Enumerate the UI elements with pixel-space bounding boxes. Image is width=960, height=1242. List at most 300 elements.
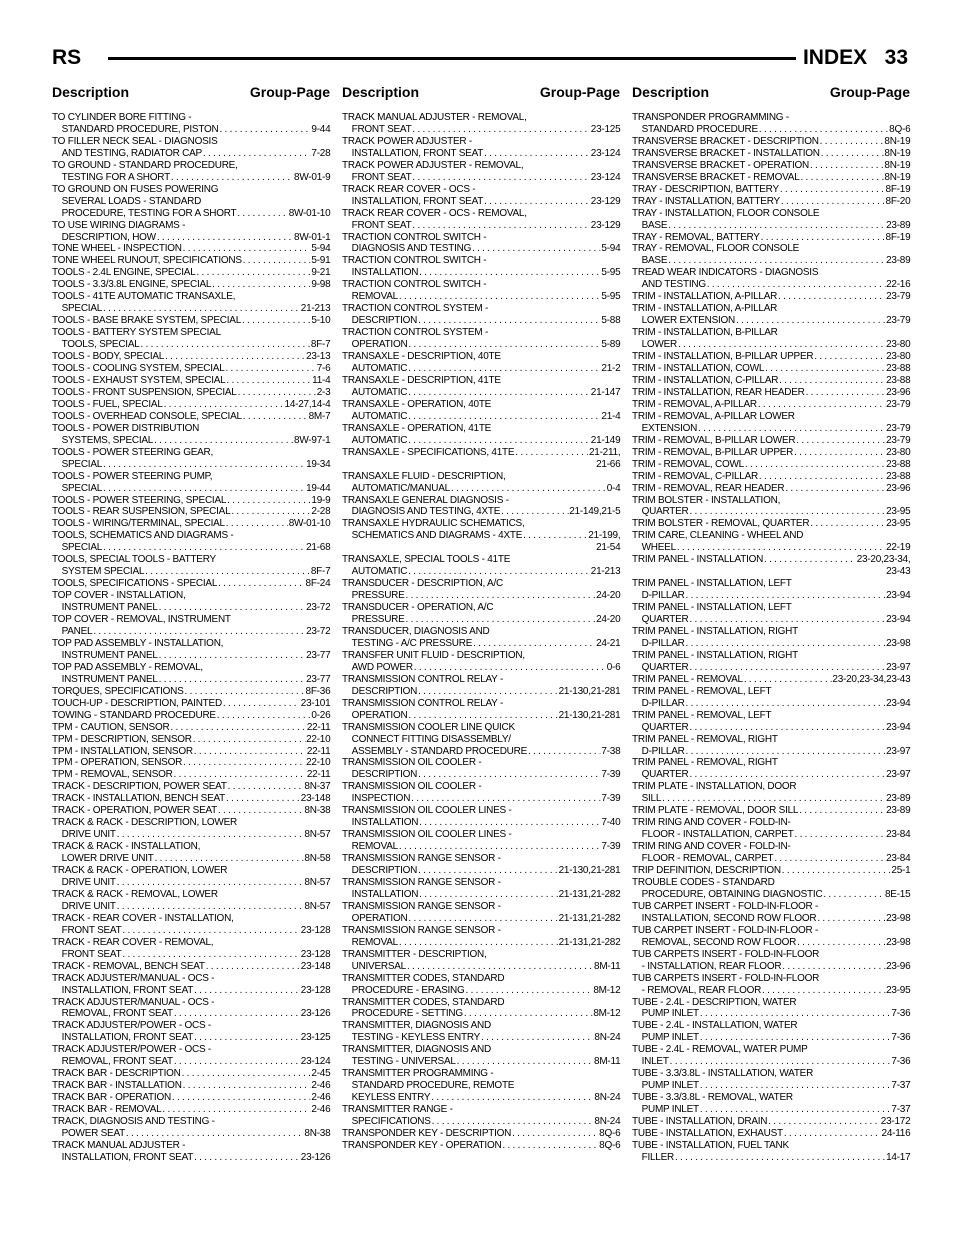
- index-entry: [632, 172, 910, 184]
- index-entry: [52, 662, 330, 686]
- dot-leader: [122, 925, 299, 937]
- entry-text-line: TROUBLE CODES - STANDARD: [632, 877, 775, 888]
- index-entry: [632, 160, 910, 172]
- index-entry: [632, 949, 910, 973]
- index-entry: [342, 781, 620, 805]
- index-entry: [52, 1140, 330, 1164]
- dot-leader: [159, 602, 305, 614]
- header-rule: [108, 57, 796, 60]
- page-reference: 8N-58: [304, 853, 331, 865]
- entry-term: KEYLESS ENTRY: [351, 1092, 431, 1104]
- entry-text-line: TUB CARPETS INSERT - FOLD-IN-FLOOR: [632, 948, 820, 960]
- entry-term: INSTRUMENT PANEL: [61, 602, 158, 614]
- page-reference: 23-77: [306, 649, 331, 661]
- page-reference: 24-20: [596, 614, 621, 626]
- entry-final-line: [632, 279, 910, 291]
- page-reference: 8E-15: [884, 888, 911, 900]
- entry-term: FRONT SEAT: [61, 948, 122, 960]
- entry-final-line: [52, 1092, 330, 1104]
- page-reference: 21-213: [590, 566, 621, 578]
- entry-final-line: [342, 1128, 620, 1140]
- entry-text-line: TRACK & RACK - DESCRIPTION, LOWER: [52, 817, 237, 829]
- entry-final-line: [632, 196, 910, 208]
- entry-final-line: [342, 124, 620, 136]
- index-entry: [52, 913, 330, 937]
- entry-term: TOOLS - EXHAUST SYSTEM, SPECIAL: [52, 374, 226, 386]
- entry-final-line: [632, 232, 910, 244]
- page-reference: 0-26: [311, 709, 331, 721]
- entry-text-line: TRANSFER UNIT FLUID - DESCRIPTION,: [342, 649, 525, 661]
- entry-term: BASE: [641, 255, 668, 267]
- index-entry: [52, 471, 330, 495]
- dot-leader: [764, 554, 856, 566]
- entry-text-line: TRIM BOLSTER - INSTALLATION,: [632, 494, 781, 506]
- index-entry: [342, 1020, 620, 1044]
- index-entry: [342, 351, 620, 375]
- dot-leader: [172, 1092, 311, 1104]
- entry-text-line: TRIM - INSTALLATION, A-PILLAR: [632, 303, 778, 315]
- entry-final-line: [342, 937, 620, 949]
- dot-leader: [782, 865, 891, 877]
- dot-leader: [686, 638, 886, 650]
- entry-term: UNIVERSAL: [351, 960, 406, 972]
- index-entry: [52, 315, 330, 327]
- page-reference: 7-36: [891, 1056, 911, 1068]
- entry-term: TOWING - STANDARD PROCEDURE: [52, 709, 216, 721]
- entry-term: TPM - DESCRIPTION, SENSOR: [52, 733, 192, 745]
- entry-term: TRIM - INSTALLATION, A-PILLAR: [632, 291, 778, 303]
- index-column: [52, 84, 330, 1164]
- entry-term: SPECIFICATIONS: [351, 1116, 431, 1128]
- dot-leader: [782, 961, 885, 973]
- entry-text-line: TOOLS - BATTERY SYSTEM SPECIAL: [52, 327, 221, 339]
- index-entry: [52, 495, 330, 507]
- entry-final-line: [342, 1032, 620, 1044]
- entry-term: TRIP DEFINITION, DESCRIPTION: [632, 865, 781, 877]
- entry-text-line: TRACK ADJUSTER/POWER - OCS -: [52, 1020, 211, 1032]
- dot-leader: [408, 710, 557, 722]
- page-reference: 8N-19: [884, 135, 911, 147]
- entry-final-line: [52, 650, 330, 662]
- entry-term: PUMP INLET: [641, 1008, 699, 1020]
- entry-text-line: TOOLS - POWER STEERING GEAR,: [52, 446, 214, 458]
- entry-term: TRANSVERSE BRACKET - REMOVAL: [632, 171, 800, 183]
- page-reference: 23-94: [886, 614, 911, 626]
- header-section: [803, 46, 908, 70]
- dot-leader: [218, 805, 303, 817]
- dot-leader: [183, 1080, 311, 1092]
- page-reference: 25-1: [891, 865, 911, 877]
- entry-final-line: [632, 722, 910, 734]
- index-entry: [342, 375, 620, 399]
- dot-leader: [164, 399, 284, 411]
- page-reference: 8W-01-10: [288, 518, 331, 530]
- page-reference: 7-39: [601, 793, 621, 805]
- index-column: [632, 84, 910, 1164]
- dot-leader: [418, 686, 558, 698]
- page-reference: 23-128: [300, 924, 331, 936]
- entry-text-line: TUB CARPET INSERT - FOLD-IN-FLOOR -: [632, 924, 819, 936]
- dot-leader: [523, 530, 587, 542]
- dot-leader: [412, 172, 589, 184]
- entry-final-line: [632, 387, 910, 399]
- entry-term: AWD POWER: [351, 661, 413, 673]
- index-entry: [632, 471, 910, 483]
- page-reference: 5-94: [601, 243, 621, 255]
- entry-term: TRIM - REMOVAL, B-PILLAR LOWER: [632, 434, 796, 446]
- page-reference: 14-17: [886, 1151, 911, 1163]
- entry-final-line: [342, 793, 620, 805]
- entry-term: TRACK BAR - INSTALLATION: [52, 1080, 182, 1092]
- index-entry: [52, 638, 330, 662]
- dot-leader: [686, 698, 886, 710]
- entry-text-line: TRANSMISSION RANGE SENSOR -: [342, 900, 501, 912]
- page-reference: 23-125: [590, 123, 621, 135]
- dot-leader: [157, 232, 293, 244]
- entry-final-line: [632, 937, 910, 949]
- entry-final-line: [52, 208, 330, 220]
- entry-text-line: TRIM PANEL - REMOVAL, LEFT: [632, 709, 772, 721]
- entry-term: - INSTALLATION, REAR FLOOR: [641, 960, 782, 972]
- entry-final-line: [342, 267, 620, 279]
- dot-leader: [823, 889, 884, 901]
- entry-final-line: [52, 232, 330, 244]
- page-reference: 24-116: [881, 1128, 911, 1140]
- page-reference: 8F-7: [310, 339, 331, 351]
- entry-final-line: [52, 566, 330, 578]
- dot-leader: [219, 124, 310, 136]
- entry-final-line: [342, 243, 620, 255]
- dot-leader: [784, 1128, 881, 1140]
- entry-text-line: TUBE - 3.3/3.8L - REMOVAL, WATER: [632, 1092, 793, 1104]
- dot-leader: [226, 518, 288, 530]
- entry-text-line: TRACK - REAR COVER - REMOVAL,: [52, 936, 214, 948]
- dot-leader: [122, 949, 299, 961]
- entry-final-line: [52, 985, 330, 997]
- page-reference: 19-34: [306, 458, 331, 470]
- entry-text-line: TRIM PANEL - REMOVAL, LEFT: [632, 685, 772, 697]
- column-header-description: Description: [52, 84, 130, 100]
- page-reference: 23-79: [886, 315, 911, 327]
- entry-final-line: [342, 339, 620, 351]
- page-reference: 23-172: [880, 1116, 911, 1128]
- page-reference: 23-80: [886, 339, 911, 351]
- index-entry: [342, 853, 620, 877]
- entry-text-line: TRACK REAR COVER - OCS - REMOVAL,: [342, 207, 527, 219]
- entry-term: AUTOMATIC: [351, 434, 408, 446]
- page-reference: 19-9: [311, 494, 331, 506]
- page-reference: 23-72: [306, 602, 331, 614]
- entry-final-line: [342, 614, 620, 626]
- index-entry: [52, 1044, 330, 1068]
- manual-code: RS: [52, 46, 82, 69]
- index-entry: [342, 518, 620, 554]
- index-entry: [52, 710, 330, 722]
- dot-leader: [432, 1116, 594, 1128]
- entry-text-line: TRACTION CONTROL SWITCH -: [342, 231, 487, 243]
- entry-final-line: [52, 375, 330, 387]
- dot-leader: [103, 459, 305, 471]
- index-entry: [52, 399, 330, 411]
- index-entry: [52, 1116, 330, 1140]
- dot-leader: [183, 243, 311, 255]
- dot-leader: [700, 1104, 891, 1116]
- page-reference: 8M-11: [594, 1056, 621, 1068]
- page-reference: 23-20,23-34,: [856, 554, 911, 566]
- entry-term: TRIM PANEL - REMOVAL: [632, 673, 743, 685]
- page-reference: 23-88: [886, 470, 911, 482]
- entry-text-line: TRANSAXLE - DESCRIPTION, 40TE: [342, 351, 501, 363]
- entry-final-line: [342, 865, 620, 877]
- entry-final-line: [632, 985, 910, 997]
- column-header-description: Description: [632, 84, 710, 100]
- entry-term: INSTALLATION: [351, 267, 419, 279]
- index-entry: [342, 255, 620, 279]
- index-entry: [632, 674, 910, 686]
- dot-leader: [464, 1008, 593, 1020]
- entry-term: TOOLS - OVERHEAD CONSOLE, SPECIAL: [52, 410, 242, 422]
- entry-final-line: [632, 423, 910, 435]
- page-reference: 23-77: [306, 673, 331, 685]
- dot-leader: [686, 746, 886, 758]
- page-reference: 22-16: [886, 279, 911, 291]
- entry-final-line: [52, 243, 330, 255]
- dot-leader: [406, 590, 596, 602]
- page-reference: 8Q-6: [889, 123, 911, 135]
- entry-final-line: [342, 506, 620, 518]
- page-reference: 5-10: [311, 315, 331, 327]
- entry-text-line: TRACK & RACK - REMOVAL, LOWER: [52, 888, 218, 900]
- entry-final-line: [342, 841, 620, 853]
- entry-final-line: [342, 686, 620, 698]
- entry-text-line: TRANSAXLE GENERAL DIAGNOSIS -: [342, 494, 509, 506]
- page-reference: 2-45: [311, 1068, 331, 1080]
- entry-text-line: TRANSAXLE - OPERATION, 41TE: [342, 422, 492, 434]
- entry-term: DRIVE UNIT: [61, 877, 116, 888]
- dot-leader: [155, 853, 304, 865]
- entry-term: TRAY - REMOVAL, BATTERY: [632, 231, 760, 243]
- entry-text-line: TRACTION CONTROL SYSTEM -: [342, 327, 489, 339]
- dot-leader: [225, 363, 315, 375]
- entry-text-line: TRACK ADJUSTER/MANUAL - OCS -: [52, 972, 215, 984]
- index-entry: [342, 399, 620, 423]
- entry-text-line: TRIM RING AND COVER - FOLD-IN-: [632, 817, 791, 829]
- page-reference: 22-10: [306, 757, 331, 769]
- entry-term: TOOLS - FUEL, SPECIAL: [52, 398, 163, 410]
- dot-leader: [472, 243, 600, 255]
- page-reference: 23-72: [306, 625, 331, 637]
- dot-leader: [795, 829, 886, 841]
- entry-term: TOOLS, SPECIAL: [61, 339, 140, 351]
- page-reference: 21-199,: [588, 530, 621, 542]
- column-header: [52, 84, 330, 112]
- dot-leader: [689, 769, 885, 781]
- page-reference: 9-21: [311, 267, 331, 279]
- index-entry: [632, 1140, 910, 1164]
- dot-leader: [185, 686, 305, 698]
- dot-leader: [512, 1128, 598, 1140]
- index-entry: [52, 722, 330, 734]
- entry-text-line: TRIM - INSTALLATION, B-PILLAR: [632, 327, 778, 339]
- entry-text-line: TRANSDUCER - OPERATION, A/C: [342, 602, 494, 614]
- entry-term: INSTALLATION, FRONT SEAT: [61, 1032, 194, 1044]
- entry-final-line: [52, 1008, 330, 1020]
- index-entry: [632, 411, 910, 435]
- page-reference: 8W-01-1: [294, 231, 331, 243]
- dot-leader: [418, 769, 600, 781]
- entry-term: STANDARD PROCEDURE, PISTON: [61, 123, 219, 135]
- entry-term: DIAGNOSIS AND TESTING, 4XTE: [351, 506, 501, 518]
- page-reference: 8F-36: [305, 685, 331, 697]
- page-reference: 23-89: [886, 255, 911, 267]
- entry-final-line: [632, 136, 910, 148]
- index-entry: [52, 506, 330, 518]
- dot-leader: [174, 769, 306, 781]
- index-entry: [52, 961, 330, 973]
- index-entry: [52, 698, 330, 710]
- page-reference: 8M-11: [594, 960, 621, 972]
- dot-leader: [501, 506, 568, 518]
- entry-term: TRIM - REMOVAL, A-PILLAR: [632, 398, 757, 410]
- entry-term: - REMOVAL, REAR FLOOR: [641, 984, 762, 996]
- entry-text-line: TRIM PANEL - REMOVAL, RIGHT: [632, 733, 778, 745]
- entry-final-line: [342, 363, 620, 375]
- index-entry: [342, 1044, 620, 1068]
- entry-final-line: [632, 315, 910, 327]
- entry-final-line: [632, 698, 910, 710]
- entry-term: TRACK BAR - DESCRIPTION: [52, 1068, 181, 1080]
- entry-text-line: TRACTION CONTROL SYSTEM -: [342, 303, 489, 315]
- dot-leader: [759, 471, 885, 483]
- dot-leader: [419, 889, 557, 901]
- entry-final-line: [342, 746, 620, 758]
- dot-leader: [431, 1092, 593, 1104]
- dot-leader: [231, 506, 310, 518]
- entry-text-line: TRANSDUCER - DESCRIPTION, A/C: [342, 578, 503, 590]
- entry-final-line: [342, 435, 620, 447]
- entry-final-line: [52, 781, 330, 793]
- entry-final-line: [632, 1128, 910, 1140]
- index-entry: [632, 196, 910, 208]
- column-header-group-page: Group-Page: [829, 84, 910, 100]
- dot-leader: [765, 363, 885, 375]
- entry-final-line: [52, 279, 330, 291]
- index-entry: [632, 136, 910, 148]
- index-entry: [52, 375, 330, 387]
- dot-leader: [193, 734, 305, 746]
- page-reference: 19-44: [306, 482, 331, 494]
- index-entry: [632, 399, 910, 411]
- page-header: [52, 46, 908, 76]
- entry-text-line: TRIM - REMOVAL, A-PILLAR LOWER: [632, 410, 795, 422]
- page-reference: 23-101: [300, 697, 331, 709]
- entry-term: TUBE - INSTALLATION, DRAIN: [632, 1116, 768, 1128]
- index-entry: [632, 112, 910, 136]
- index-entry: [342, 447, 620, 471]
- page-reference: 21-149,21-5: [569, 506, 621, 518]
- entry-text-line: TOP PAD ASSEMBLY - REMOVAL,: [52, 661, 203, 673]
- entry-term: OPERATION: [351, 709, 408, 721]
- entry-text-line: TOP PAD ASSEMBLY - INSTALLATION,: [52, 637, 224, 649]
- page-reference: 21-68: [306, 542, 331, 554]
- dot-leader: [662, 793, 885, 805]
- entry-term: EXTENSION: [641, 422, 698, 434]
- dot-leader: [700, 1008, 891, 1020]
- page-reference: 23-126: [300, 1151, 331, 1163]
- entry-final-line: [52, 1104, 330, 1116]
- entry-term: TRANSVERSE BRACKET - OPERATION: [632, 159, 810, 171]
- index-entry: [52, 817, 330, 841]
- index-entry: [342, 1128, 620, 1140]
- entry-final-line: [342, 220, 620, 232]
- index-entry: [52, 889, 330, 913]
- dot-leader: [700, 1032, 891, 1044]
- dot-leader: [515, 447, 588, 459]
- dot-leader: [451, 483, 606, 495]
- entry-text-line: TRIM PANEL - INSTALLATION, LEFT: [632, 578, 792, 590]
- entry-text-line: TRACK ADJUSTER/POWER - OCS -: [52, 1044, 211, 1056]
- entry-term: FRONT SEAT: [351, 171, 412, 183]
- dot-leader: [814, 351, 885, 363]
- entry-text-line: TUBE - 2.4L - INSTALLATION, WATER: [632, 1020, 798, 1032]
- dot-leader: [414, 662, 606, 674]
- dot-leader: [165, 351, 305, 363]
- entry-final-line: [52, 351, 330, 363]
- entry-term: D-PILLAR: [641, 697, 685, 709]
- index-entry: [52, 160, 330, 184]
- entry-term: D-PILLAR: [641, 637, 685, 649]
- entry-final-line: [632, 375, 910, 387]
- entry-term: REMOVAL: [351, 841, 398, 853]
- dot-leader: [419, 267, 600, 279]
- entry-term: REMOVAL: [351, 936, 398, 948]
- entry-term: SYSTEMS, SPECIAL: [61, 434, 154, 446]
- index-entry: [52, 351, 330, 363]
- page-reference: 14-27,14-4: [284, 398, 331, 410]
- page-reference: 5-95: [601, 291, 621, 303]
- page-reference: 23-129: [590, 195, 621, 207]
- entry-term: PROCEDURE, TESTING FOR A SHORT: [61, 207, 237, 219]
- index-entry: [52, 793, 330, 805]
- page-reference: 23-20,23-34,23-43: [832, 673, 911, 685]
- entry-final-line: [52, 853, 330, 865]
- index-entry: [342, 1068, 620, 1104]
- dot-leader: [821, 148, 884, 160]
- page-reference: 8N-24: [594, 1032, 621, 1044]
- entry-text-line: TRANSMITTER, DIAGNOSIS AND: [342, 1044, 491, 1056]
- page-reference: 23-79: [886, 434, 911, 446]
- entry-text-line: TRANSMISSION OIL COOLER LINES -: [342, 805, 512, 817]
- entry-term: TONE WHEEL - INSPECTION: [52, 243, 182, 255]
- index-entry: [342, 674, 620, 698]
- entry-term: SPECIAL: [61, 458, 103, 470]
- entry-final-line: [52, 124, 330, 136]
- index-entry: [52, 937, 330, 961]
- entry-final-line: [52, 435, 330, 447]
- entry-final-line: [632, 459, 910, 471]
- page-reference-continued: 21-66: [596, 458, 621, 470]
- dot-leader: [528, 746, 600, 758]
- index-entry: [632, 267, 910, 291]
- index-entry: [342, 554, 620, 578]
- entry-term: TOOLS, SPECIFICATIONS - SPECIAL: [52, 578, 218, 590]
- entry-final-line: [52, 542, 330, 554]
- entry-final-line: [52, 734, 330, 746]
- dot-leader: [800, 172, 883, 184]
- page-reference: 21-130,21-281: [558, 685, 621, 697]
- index-entry: [632, 351, 910, 363]
- entry-final-line: [52, 495, 330, 507]
